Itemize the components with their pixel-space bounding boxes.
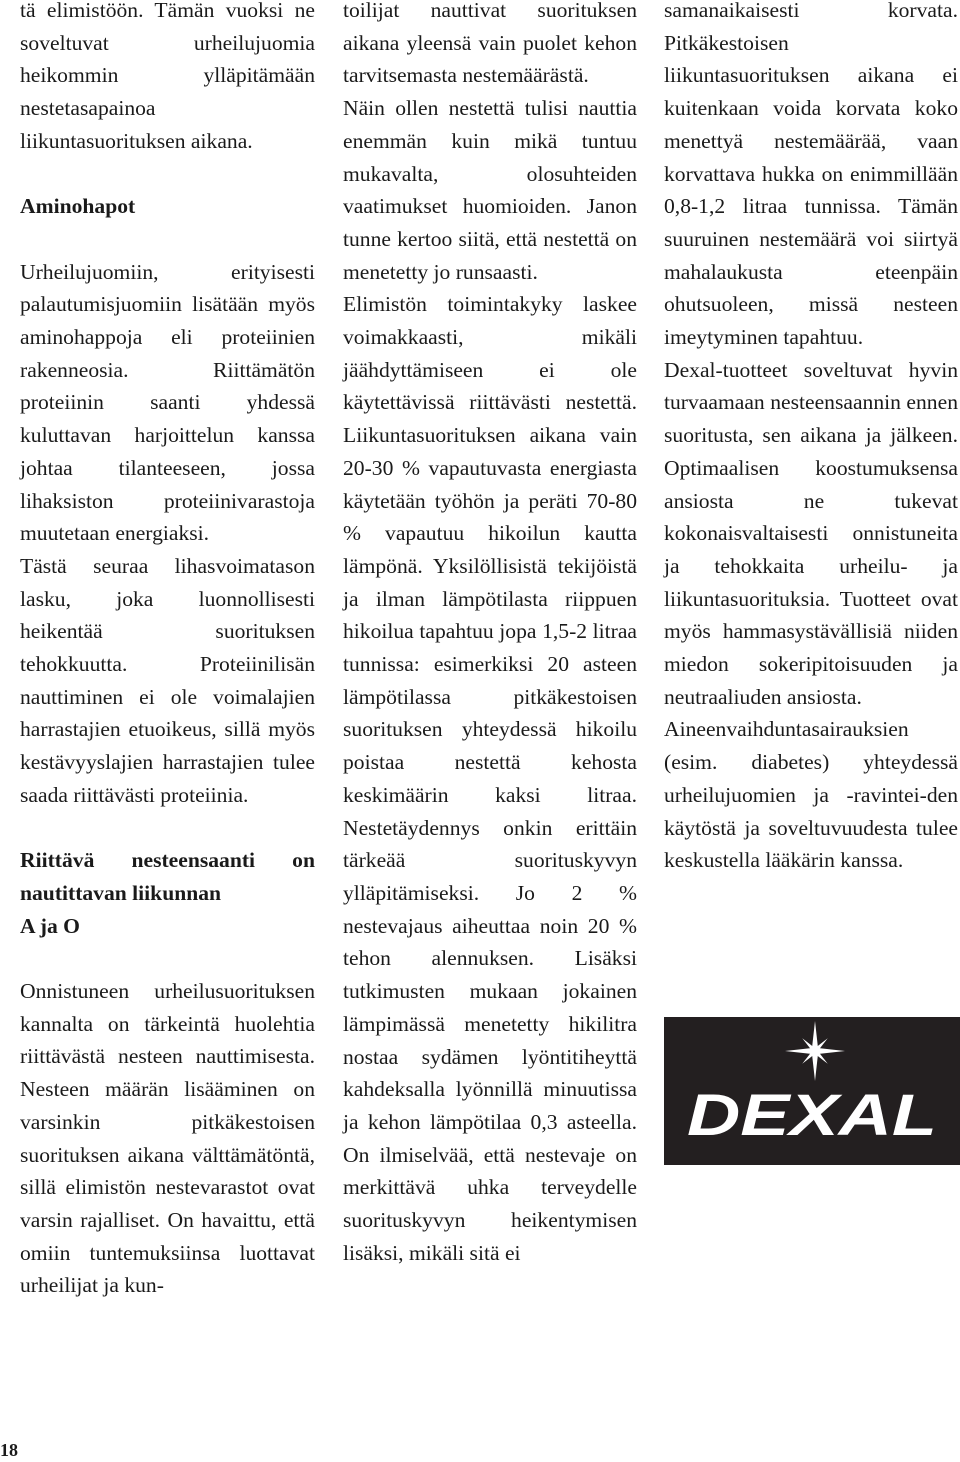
paragraph: samanaikaisesti korvata. Pitkäkestoisen liikuntasuorituksen aikana ei kuitenkaan voida korvata koko menettyä nestemäärää, vaan korvattava hukka on enimmillään 0,8-1,2 litraa tunnissa. Tämän suuruinen nestemäärä voi siirtyä mahalaukusta eteenpäin ohutsuoleen, missä nesteen imeytyminen tapahtuu. xyxy=(664,0,958,350)
paragraph: Elimistön toimintakyky laskee voimakkaasti, mikäli jäähdyttämiseen ei ole käytettävissä riittävästi nestettä. Liikuntasuorituksen aikana vain 20-30 % vapautuvasta energiasta käytetään työhön ja peräti 70-80 % vapautuu hikoilun kautta lämpönä. Yksilöllisistä tekijöistä ja ilman lämpötilasta riippuen hikoilua tapahtuu jopa 1,5-2 litraa tunnissa: esimerkiksi 20 asteen lämpötilassa pitkäkestoisen suorituksen yhteydessä hikoilu poistaa nestettä kehosta keskimäärin kaksi litraa. Nestetäydennys onkin erittäin tärkeää suorituskyvyn ylläpitämiseksi. Jo 2 % nestevajaus aiheuttaa noin 20 % tehon alennuksen. Lisäksi tutkimusten mukaan jokainen lämpimässä menetetty hikilitra nostaa sydämen lyöntitiheyttä kahdeksalla lyönnillä minuutissa ja kehon lämpötilaa 0,3 asteella. On ilmiselvää, että nestevaje on merkittävä uhka terveydelle suorituskyvyn heikentymisen lisäksi, mikäli sitä ei xyxy=(343,292,637,1265)
paragraph: Dexal-tuotteet soveltuvat hyvin turvaamaan nesteensaannin ennen suoritusta, sen aikana ja jälkeen. Optimaalisen koostumuksensa ansiosta ne tukevat kokonaisvaltaisesti onnistuneita ja tehokkaita urheilu- ja liikuntasuorituksia. Tuotteet ovat myös hammasystävällisiä niiden miedon sokeripitoisuuden ja neutraaliuden ansiosta. xyxy=(664,357,958,709)
star-sparkle-icon xyxy=(785,1021,845,1081)
dexal-logo-graphic xyxy=(664,1017,960,1165)
paragraph: Urheilujuomiin, erityisesti palautumisjuomiin lisätään myös aminohappoja eli proteiinien rakenneosia. Riittämätön proteiinin saanti yhdessä kuluttavan harjoittelun kanssa johtaa tilanteeseen, jossa lihaksiston proteiinivarastoja muutetaan energiaksi. xyxy=(20,259,315,546)
paragraph: toilijat nauttivat suorituksen aikana yleensä vain puolet kehon tarvitsemasta nestemäärästä. xyxy=(343,0,637,88)
text-column-2 xyxy=(343,0,637,1269)
text-column-3 xyxy=(664,0,958,877)
page-number: 18 xyxy=(0,1440,18,1460)
text-column-1 xyxy=(20,0,315,1302)
paragraph: Onnistuneen urheilusuorituksen kannalta on tärkeintä huolehtia riittävästä nesteen nauttimisesta. Nesteen määrän lisääminen on varsinkin pitkäkestoisen suorituksen aikana välttämätöntä, sillä elimistön nestevarastot ovat varsin rajalliset. On havaittu, että omiin tuntemuksiinsa luottavat urheilijat ja kun- xyxy=(20,979,315,1298)
section-heading: Riittävä nesteensaanti on nautittavan liikunnan xyxy=(20,848,315,905)
paragraph: Aineenvaihduntasairauksien (esim. diabetes) yhteydessä urheilujuomien ja -ravintei-den käytöstä ja soveltuvuudesta tulee keskustella lääkärin kanssa. xyxy=(664,717,958,873)
section-heading-subline: A ja O xyxy=(20,913,80,938)
dexal-logo xyxy=(664,1017,960,1165)
logo-wordmark: DEXAL xyxy=(687,1083,937,1148)
paragraph: Näin ollen nestettä tulisi nauttia enemmän kuin mikä tuntuu mukavalta, olosuhteiden vaatimukset huomioiden. Janon tunne kertoo siitä, että nestettä on menetetty jo runsaasti. xyxy=(343,96,637,284)
section-heading: Aminohapot xyxy=(20,194,136,219)
paragraph: tä elimistöön. Tämän vuoksi ne soveltuvat urheilujuomia heikommin ylläpitämään nestetasapainoa liikuntasuorituksen aikana. xyxy=(20,0,315,153)
paragraph: Tästä seuraa lihasvoimatason lasku, joka luonnollisesti heikentää suorituksen tehokkuutta. Proteiinilisän nauttiminen ei ole voimalajien harrastajien etuoikeus, sillä myös kestävyyslajien harrastajien tulee saada riittävästi proteiinia. xyxy=(20,553,315,807)
